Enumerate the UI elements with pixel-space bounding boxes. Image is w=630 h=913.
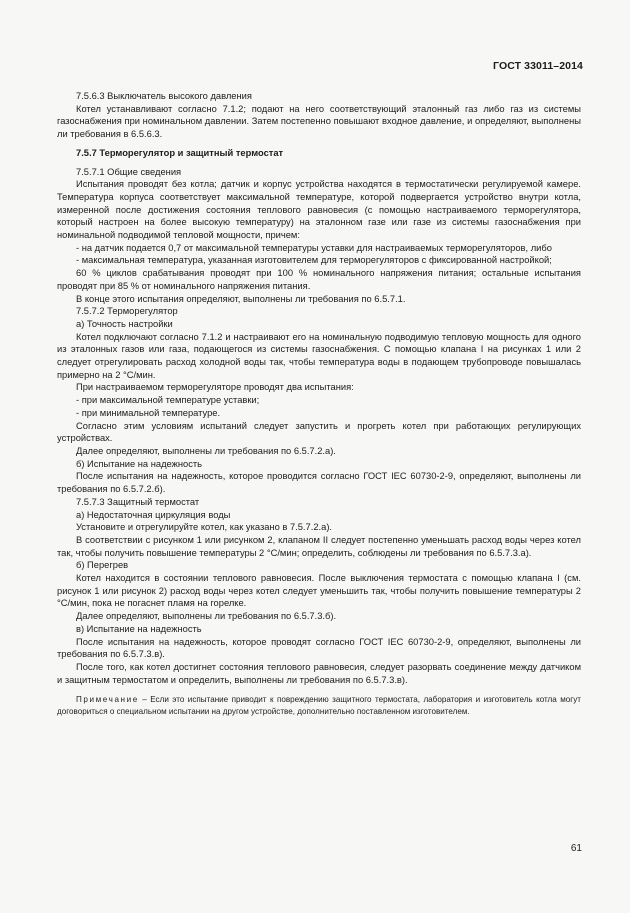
paragraph: - на датчик подается 0,7 от максимальной температуры уставки для настраиваемых терморегуляторов, либо	[76, 242, 552, 253]
paragraph: После испытания на надежность, которое проводится согласно ГОСТ IEC 60730-2-9, определяют, выполнены ли требования по 6.5.7.2.б).	[57, 471, 581, 495]
paragraph: После испытания на надежность, которое проводят согласно ГОСТ IEC 60730-2-9, определяют, выполнены ли требования по 6.5.7.3.в).	[57, 636, 581, 660]
paragraph: При настраиваемом терморегуляторе проводят два испытания:	[76, 382, 354, 393]
paragraph: 7.5.7.3 Защитный термостат	[76, 496, 200, 507]
note	[57, 694, 581, 717]
paragraph: - при максимальной температуре уставки;	[76, 395, 260, 406]
paragraph: Котел устанавливают согласно 7.1.2; подают на него соответствующий эталонный газ либо газ из системы газоснабжения при номинальном давлении. Затем постепенно повышают входное давление, и определяют, выполнены ли требования в 6.5.6.3.	[57, 103, 581, 140]
paragraph: Испытания проводят без котла; датчик и корпус устройства находятся в термостатически регулируемой камере. Температура корпуса соответствует максимальной температуре, которой подвергается устройство внутри котла, измеренной после достижения состояния теплового равновесия (с помощью настраиваемого терморегулятора, который настроен на более высокую температуру) на эталонном газе или газе из системы газоснабжения при номинальной подводимой тепловой мощности, причем:	[57, 179, 581, 241]
paragraph: б) Испытание на надежность	[76, 458, 203, 469]
paragraph: а) Точность настройки	[76, 318, 173, 329]
note-text: – Если это испытание приводит к повреждению защитного термостата, лаборатория и изготовитель котла могут договориться о специальном испытании на другом устройстве, дополнительно поставленном изготовителем.	[57, 695, 581, 716]
paragraph: В соответствии с рисунком 1 или рисунком 2, клапаном II следует постепенно уменьшать расход воды через котел так, чтобы получить повышение температуры 2 °C/мин; определить, соблюдены ли требования по 6.5.7.3.а).	[57, 534, 581, 558]
paragraph: В конце этого испытания определяют, выполнены ли требования по 6.5.7.1.	[76, 293, 406, 304]
page-number: 61	[570, 843, 582, 854]
paragraph: Котел находится в состоянии теплового равновесия. После выключения термостата с помощью клапана I (см. рисунок 1 или рисунок 2) расход воды через котел следует уменьшить так, чтобы получить повышение температуры 2 °C/мин, пока не погаснет пламя на горелке.	[57, 573, 581, 609]
paragraph: Далее определяют, выполнены ли требования по 6.5.7.3.б).	[76, 611, 337, 622]
paragraph: б) Перегрев	[76, 560, 129, 571]
paragraph: 7.5.7.1 Общие сведения	[76, 166, 182, 177]
standard-header: ГОСТ 33011–2014	[493, 60, 583, 72]
paragraph: 60 % циклов срабатывания проводят при 100 % номинального напряжения питания; остальные испытания проводят при 85 % от номинального напряжения питания.	[57, 268, 581, 291]
paragraph: Согласно этим условиям испытаний следует запустить и прогреть котел при работающих регулирующих устройствах.	[57, 420, 581, 444]
paragraph: - при минимальной температуре.	[76, 407, 221, 418]
paragraph: - максимальная температура, указанная изготовителем для терморегуляторов с фиксированной настройкой;	[76, 255, 552, 266]
paragraph: Далее определяют, выполнены ли требования по 6.5.7.2.а).	[76, 445, 336, 456]
paragraph: 7.5.6.3 Выключатель высокого давления	[76, 91, 252, 101]
paragraph: 7.5.7 Терморегулятор и защитный термостат	[76, 147, 284, 158]
paragraph: а) Недостаточная циркуляция воды	[76, 509, 231, 520]
document-body	[57, 90, 581, 717]
paragraph: После того, как котел достигнет состояния теплового равновесия, следует разорвать соединение между датчиком и защитным термостатом и определить, выполнены ли требования по 6.5.7.3.в).	[57, 661, 581, 685]
note-label: Примечание	[76, 695, 139, 705]
paragraph: в) Испытание на надежность	[76, 623, 202, 634]
paragraph: Котел подключают согласно 7.1.2 и настраивают его на номинальную подводимую тепловую мощность для одного из эталонных газов или газа, подающегося из системы газоснабжения. С помощью клапана I на рисунках 1 или 2 следует отрегулировать расход холодной воды так, чтобы температура воды в подающем трубопроводе повышалась примерно на 2 °C/мин.	[57, 331, 581, 380]
paragraph: Установите и отрегулируйте котел, как указано в 7.5.7.2.а).	[76, 522, 333, 533]
paragraph: 7.5.7.2 Терморегулятор	[76, 306, 178, 317]
